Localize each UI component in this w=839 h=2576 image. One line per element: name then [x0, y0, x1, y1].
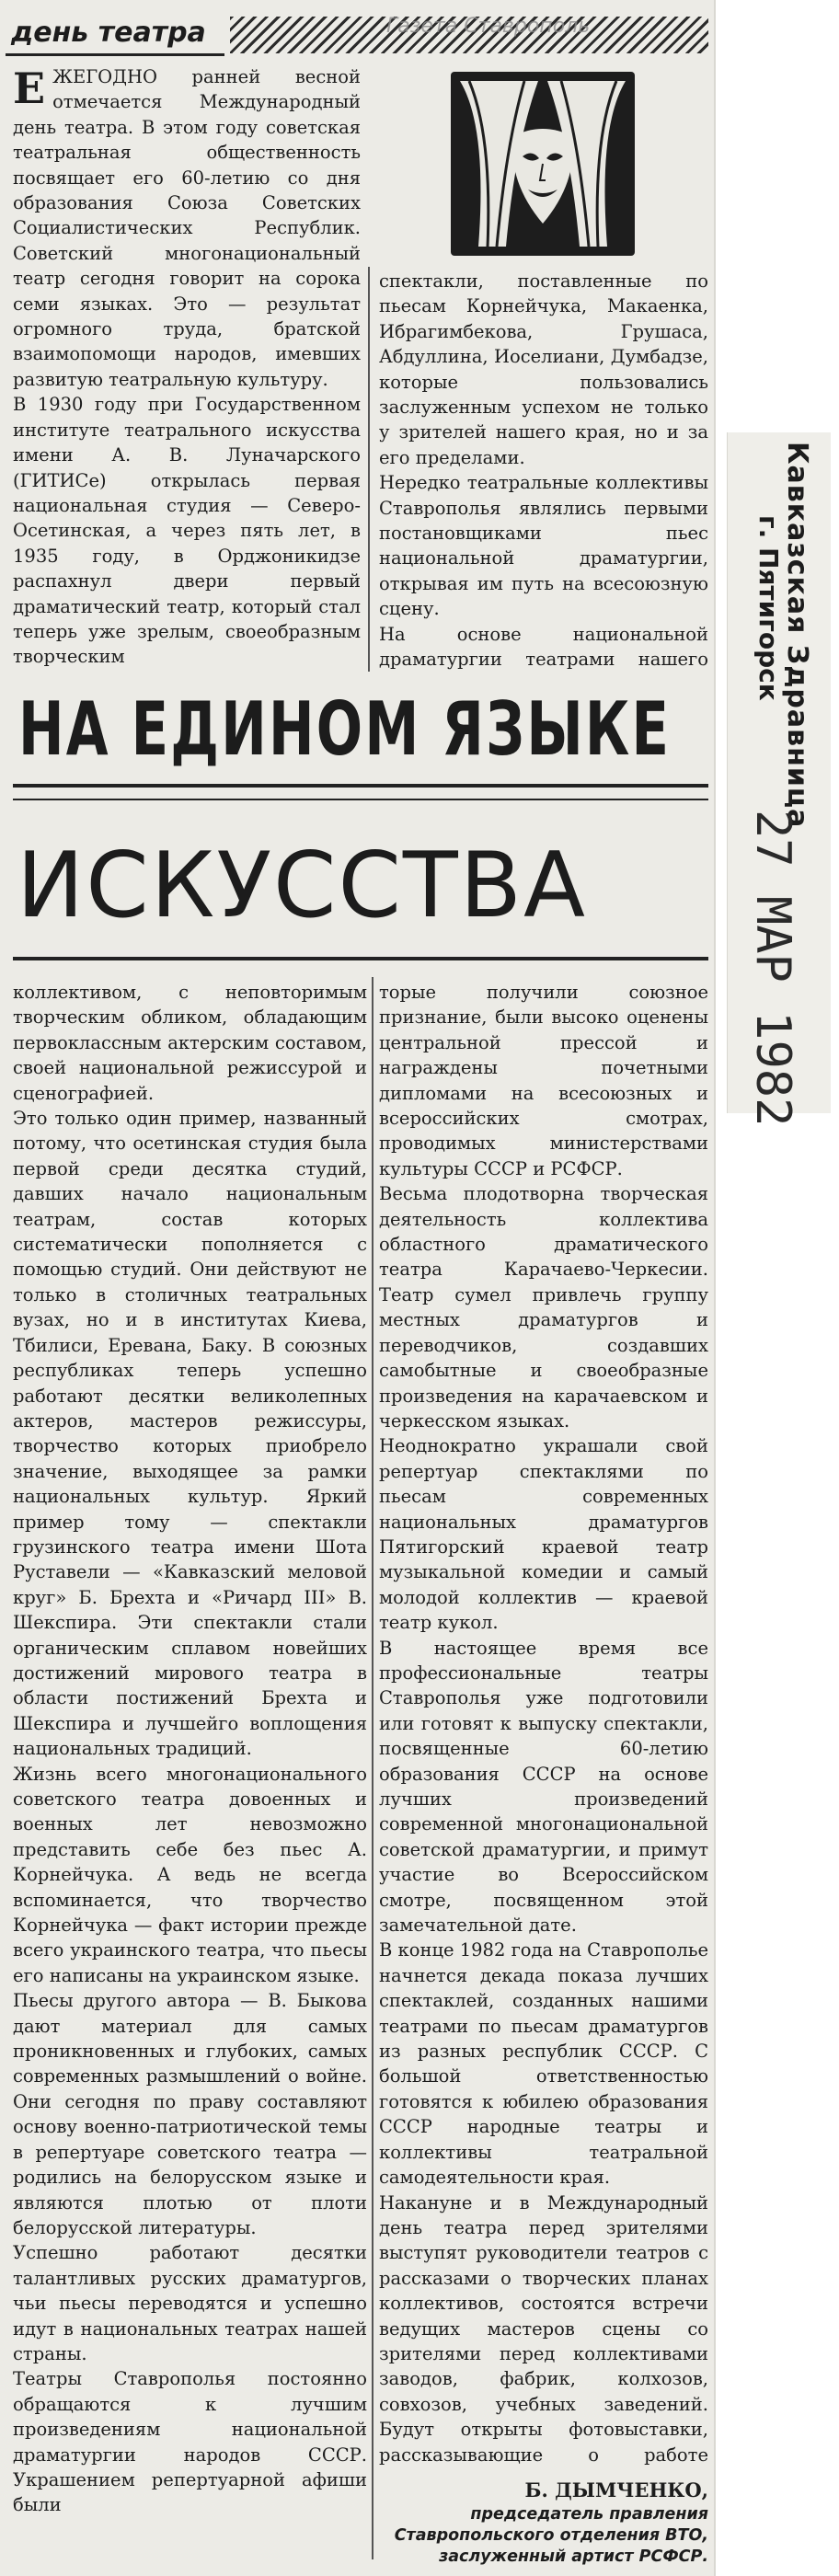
- rubric-header: [6, 13, 224, 56]
- article-column-3: коллективом, с неповторимым творческим обликом, обладающим первоклассным актерским составом, своей национальной режиссурой и сценографией. Это только один пример, названный потому, что осетинская студия была первой среди десятка студий, давших начало национальным театрам, состав которых систематически пополняется с помощью студий. Они действуют не только в столичных театральных вузах, но и в институтах Киева, Тбилиси, Еревана, Баку. В союзных республиках теперь успешно работают десятки великолепных актеров, мастеров режиссуры, творчество которых приобрело значение, выходящее за рамки национальных культур. Яркий пример тому — спектакли грузинского театра имени Шота Руставели — «Кавказский меловой круг» Б. Брехта и «Ричард III» В. Шекспира. Эти спектакли стали органическим сплавом новейших достижений мирового театра в области постижений Брехта и Шекспира и лучшейго воплощения национальных традиций. Жизнь всего многонационального советского театра довоенных и военных лет невозможно представить себе без пьес А. Корнейчука. А ведь не всегда вспоминается, что творчество Корнейчука — факт истории прежде всего украинского театра, что пьесы его написаны на украинском языке. Пьесы другого автора — В. Быкова дают материал для самых проникновенных и глубоких, самых современных размышлений о войне. Они сегодня по праву составляют основу военно-патриотической темы в репертуаре советского театра — родились на белорусском языке и являются плотью от плоти белорусской литературы. Успешно работают десятки талантливых русских драматургов, чьи пьесы переводятся и успешно идут в национальных театрах нашей страны. Театры Ставрополья постоянно обращаются к лучшим произведениям национальной драматургии народов СССР. Украшением репертуарной афиши были: [13, 982, 367, 2516]
- article-column-2: спектакли, поставленные по пьесам Корнейчука, Макаенка, Ибрагимбекова, Грушаса, Абдуллина, Иоселиани, Думбадзе, которые пользовались заслуженным успехом не только у зрителей нашего края, но и за его пределами. Нередко театральные коллективы Ставрополья являлись первыми постановщиками пьес национальной драматургии, открывая им путь на всесоюзную сцену. На основе национальной драматургии театрами нашего: [379, 270, 708, 671]
- article-column-1: [13, 64, 361, 672]
- column-divider: [372, 977, 374, 2559]
- rubric-title: день театра: [11, 17, 206, 49]
- column-divider: [368, 267, 370, 672]
- author-signature: [379, 2477, 708, 2568]
- headline-rule-thin: [13, 799, 708, 800]
- newspaper-name: Кавказская Здравница: [781, 442, 813, 829]
- headline-line-1: НА ЕДИНОМ ЯЗЫКЕ: [18, 686, 672, 772]
- author-name: Б. ДЫМЧЕНКО,: [524, 2478, 708, 2501]
- drop-cap: Е: [13, 64, 46, 113]
- date-stamp: 27 МАР 1982: [745, 810, 800, 1127]
- article-column-4: торые получили союзное признание, были высоко оценены центральной прессой и награждены почетными дипломами на всесоюзных и всероссийских смотрах, проводимых министерствами культуры СССР и РСФСР. Весьма плодотворна творческая деятельность коллектива областного драматического театра Карачаево-Черкесии. Театр сумел привлечь группу местных драматургов и переводчиков, создавших самобытные и своеобразные произведения на карачаевском и черкесском языках. Неоднократно украшали свой репертуар спектаклями по пьесам современных национальных драматургов Пятигорский краевой театр музыкальной комедии и самый молодой коллектив — краевой театр кукол. В настоящее время все профессиональные театры Ставрополья уже подготовили или готовят к выпуску спектакли, посвященные 60-летию образования СССР на основе лучших произведений современной многонациональной советской драматургии, и примут участие во Всероссийском смотре, посвященном этой замечательной дате. В конце 1982 года на Ставрополье начнется декада показа лучших спектаклей, созданных нашими театрами по пьесам драматургов из разных республик СССР. С большой ответственностью готовятся к юбилею образования СССР народные театры и коллективы театральной самодеятельности края. Накануне и в Международный день театра перед зрителями выступят руководители театров с рассказами о творческих планах коллективов, состоятся встречи ведущих мастеров сцены со зрителями перед коллективами заводов, фабрик, колхозов, совхозов, учебных заведений. Будут открыты фотовыставки, рассказывающие о работе: [379, 982, 708, 2466]
- headline-rule-bottom: [13, 957, 708, 960]
- article-text-1: ЖЕГОДНО ранней весной отмечается Международный день театра. В этом году советская театральная общественность посвящает его 60-летию со дня образования Союза Советских Социалистических Республик. Советский многонациональный театр сегодня говорит на сорока семи языках. Это — результат огромного труда, братской взаимопомощи народов, имевших развитую театральную культуру. В 1930 году при Государственном институте театрального искусства имени А. В. Луначарского (ГИТИСе) открылась первая национальная студия — Северо-Осетинская, а через пять лет, в 1935 году, в Орджоникидзе распахнул двери первый драматический театр, который стал теперь уже зрелым, своеобразным творческим: [13, 66, 361, 668]
- headline-rule-top: [13, 784, 708, 788]
- headline-line-2: ИСКУССТВА: [17, 834, 588, 938]
- newspaper-city: г. Пятигорск: [753, 515, 784, 701]
- pencil-note: Газета Ставрополь: [386, 15, 591, 38]
- author-position: председатель правления Ставропольского отделения ВТО, заслуженный артист РСФСР.: [394, 2505, 708, 2566]
- theatre-mask-icon: [451, 72, 635, 256]
